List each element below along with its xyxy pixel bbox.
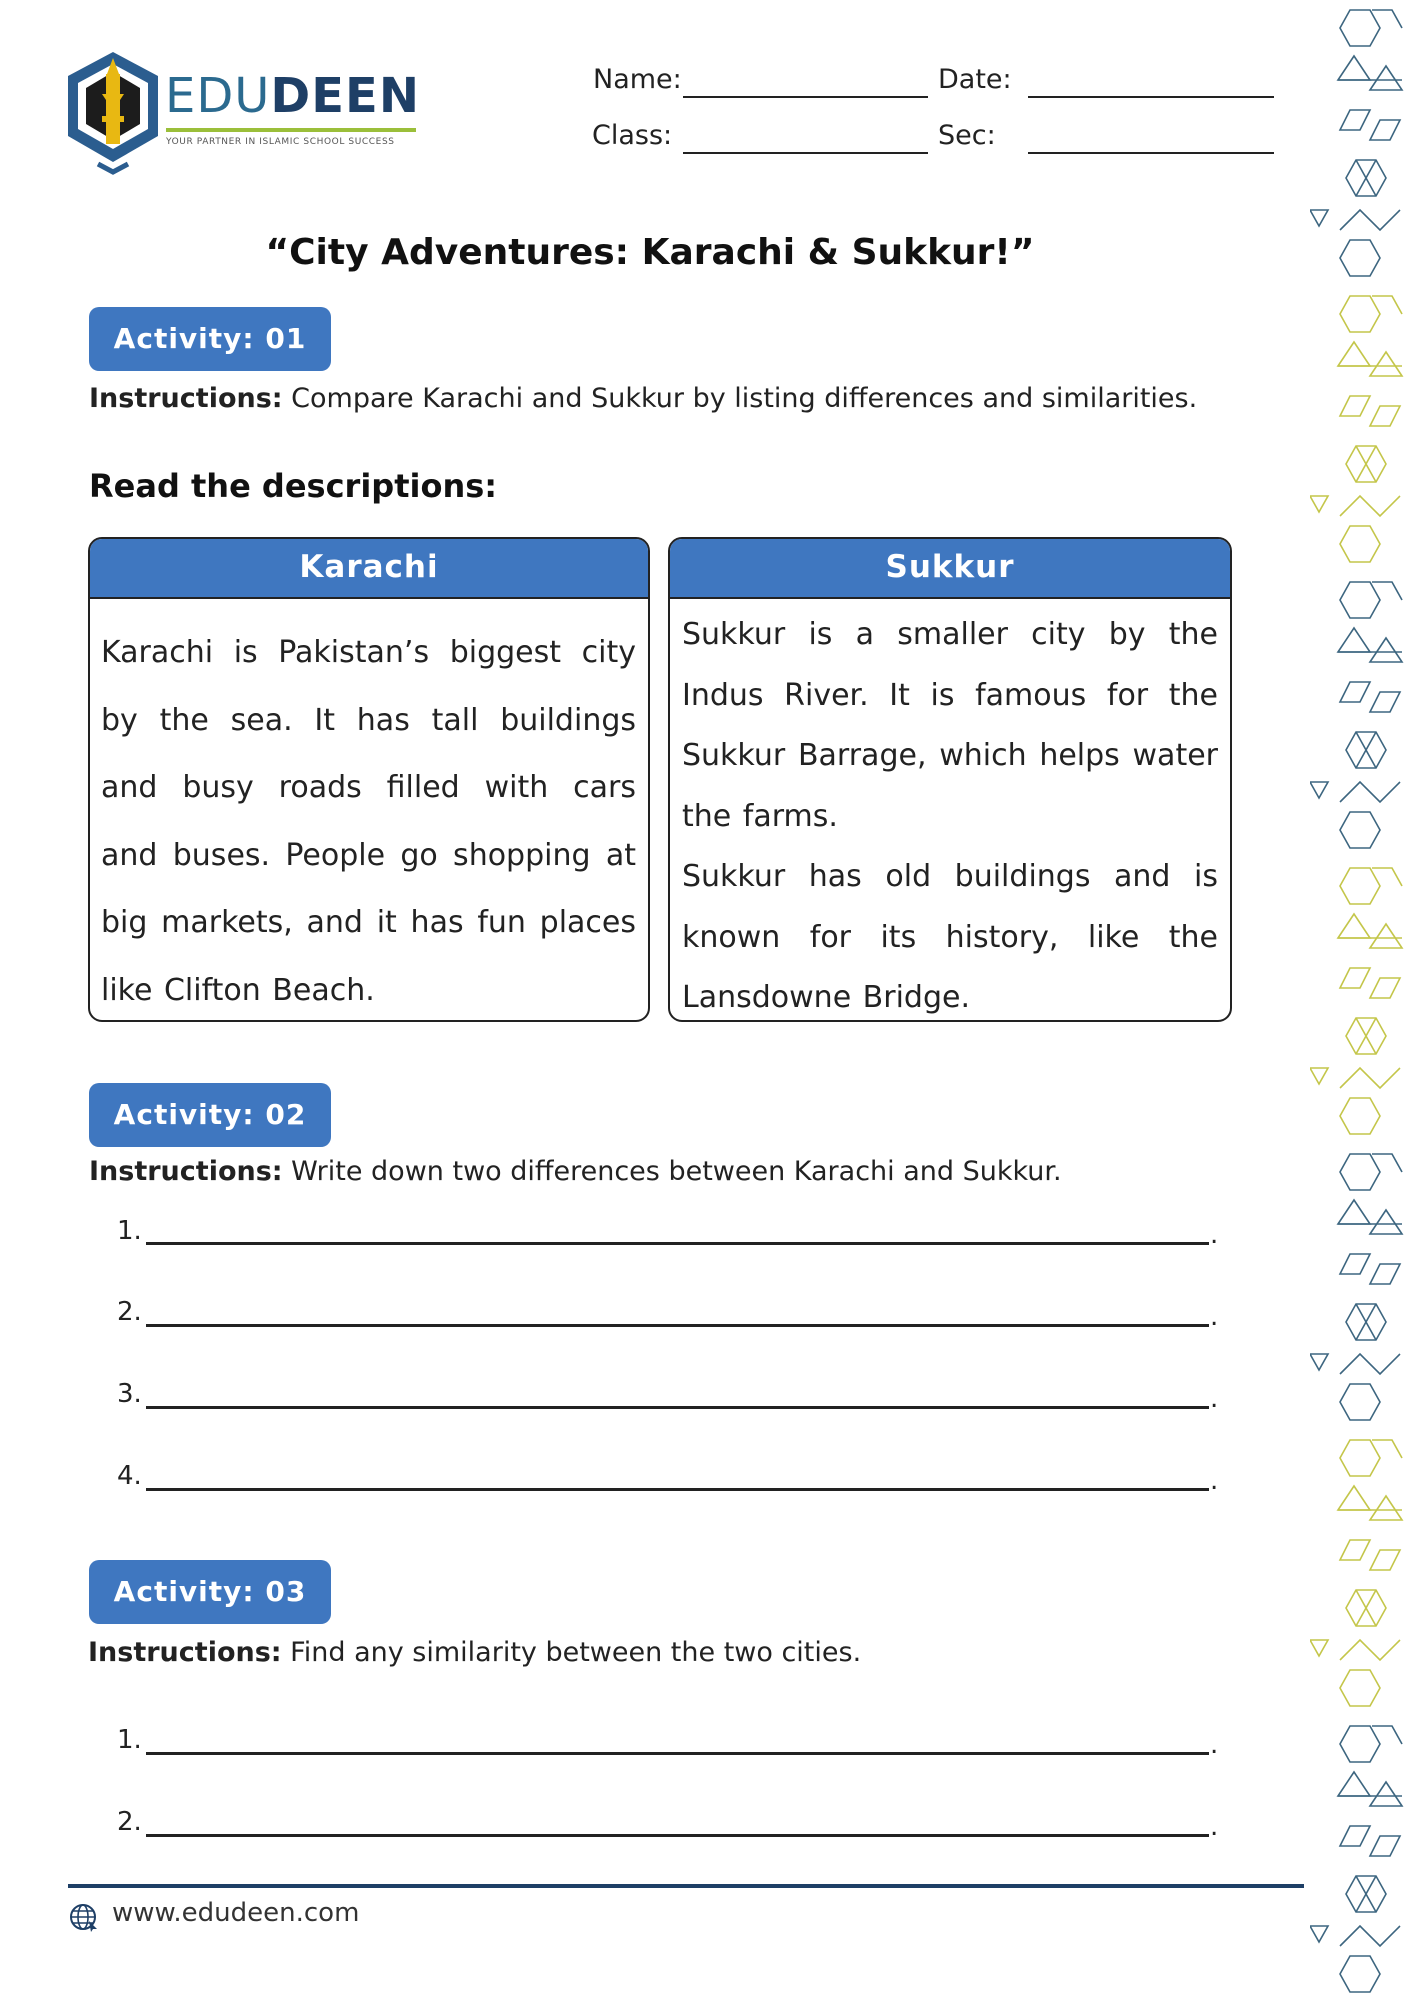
instructions-label: Instructions: — [88, 1637, 282, 1668]
answer-line[interactable] — [146, 1752, 1209, 1755]
instructions-label: Instructions: — [89, 1156, 283, 1187]
activity-01-instructions — [89, 383, 1197, 414]
answer-number: 1. — [117, 1725, 142, 1755]
sec-field[interactable] — [1028, 152, 1274, 154]
karachi-heading: Karachi — [90, 539, 648, 599]
sukkur-heading: Sukkur — [670, 539, 1230, 599]
logo-word-deen: DEEN — [270, 68, 421, 124]
answer-number: 3. — [117, 1379, 142, 1409]
instructions-text: Find any similarity between the two cities. — [281, 1637, 862, 1668]
logo-tagline: YOUR PARTNER IN ISLAMIC SCHOOL SUCCESS — [166, 137, 395, 147]
line-end-dot: . — [1210, 1220, 1219, 1250]
name-field[interactable] — [683, 96, 928, 98]
line-end-dot: . — [1210, 1812, 1219, 1842]
read-descriptions-heading: Read the descriptions: — [89, 467, 498, 505]
sec-label: Sec: — [938, 120, 996, 151]
class-label: Class: — [592, 120, 673, 151]
name-label: Name: — [593, 64, 682, 95]
activity-03-instructions — [88, 1637, 861, 1668]
worksheet-title: “City Adventures: Karachi & Sukkur!” — [265, 232, 1035, 273]
logo-wordmark — [165, 68, 421, 124]
answer-line[interactable] — [146, 1488, 1209, 1491]
sukkur-description-2: Sukkur has old buildings and is known for its history, like the Lansdowne Bridge. — [682, 859, 1218, 1015]
instructions-text: Write down two differences between Karachi and Sukkur. — [282, 1156, 1062, 1187]
footer-website-link[interactable]: www.edudeen.com — [112, 1898, 360, 1928]
instructions-text: Compare Karachi and Sukkur by listing differences and similarities. — [282, 383, 1198, 414]
answer-line[interactable] — [146, 1406, 1209, 1409]
activity-03-badge: Activity: 03 — [89, 1560, 331, 1624]
sukkur-box — [668, 537, 1232, 1022]
answer-line[interactable] — [146, 1324, 1209, 1327]
geometric-border-pattern — [1310, 0, 1414, 2000]
answer-line[interactable] — [146, 1242, 1209, 1245]
globe-icon — [68, 1902, 100, 1934]
answer-number: 2. — [117, 1807, 142, 1837]
line-end-dot: . — [1210, 1302, 1219, 1332]
line-end-dot: . — [1210, 1466, 1219, 1496]
footer-divider — [68, 1884, 1304, 1888]
date-field[interactable] — [1028, 96, 1274, 98]
karachi-description: Karachi is Pakistan’s biggest city by the sea. It has tall buildings and busy roads filled with cars and buses. People go shopping at big markets, and it has fun places like Clifton Beach. — [101, 635, 636, 1008]
date-label: Date: — [938, 64, 1012, 95]
line-end-dot: . — [1210, 1384, 1219, 1414]
sukkur-description-1: Sukkur is a smaller city by the Indus River. It is famous for the Sukkur Barrage, which helps water the farms. — [682, 617, 1218, 834]
activity-02-instructions — [89, 1156, 1062, 1187]
activity-02-badge: Activity: 02 — [89, 1083, 331, 1147]
class-field[interactable] — [683, 152, 928, 154]
instructions-label: Instructions: — [89, 383, 283, 414]
answer-number: 1. — [117, 1216, 142, 1246]
logo-word-edu: EDU — [165, 68, 271, 124]
activity-01-badge: Activity: 01 — [89, 307, 331, 371]
logo-underline — [166, 128, 416, 132]
answer-line[interactable] — [146, 1834, 1209, 1837]
line-end-dot: . — [1210, 1730, 1219, 1760]
answer-number: 2. — [117, 1297, 142, 1327]
answer-number: 4. — [117, 1461, 142, 1491]
karachi-box — [88, 537, 650, 1022]
